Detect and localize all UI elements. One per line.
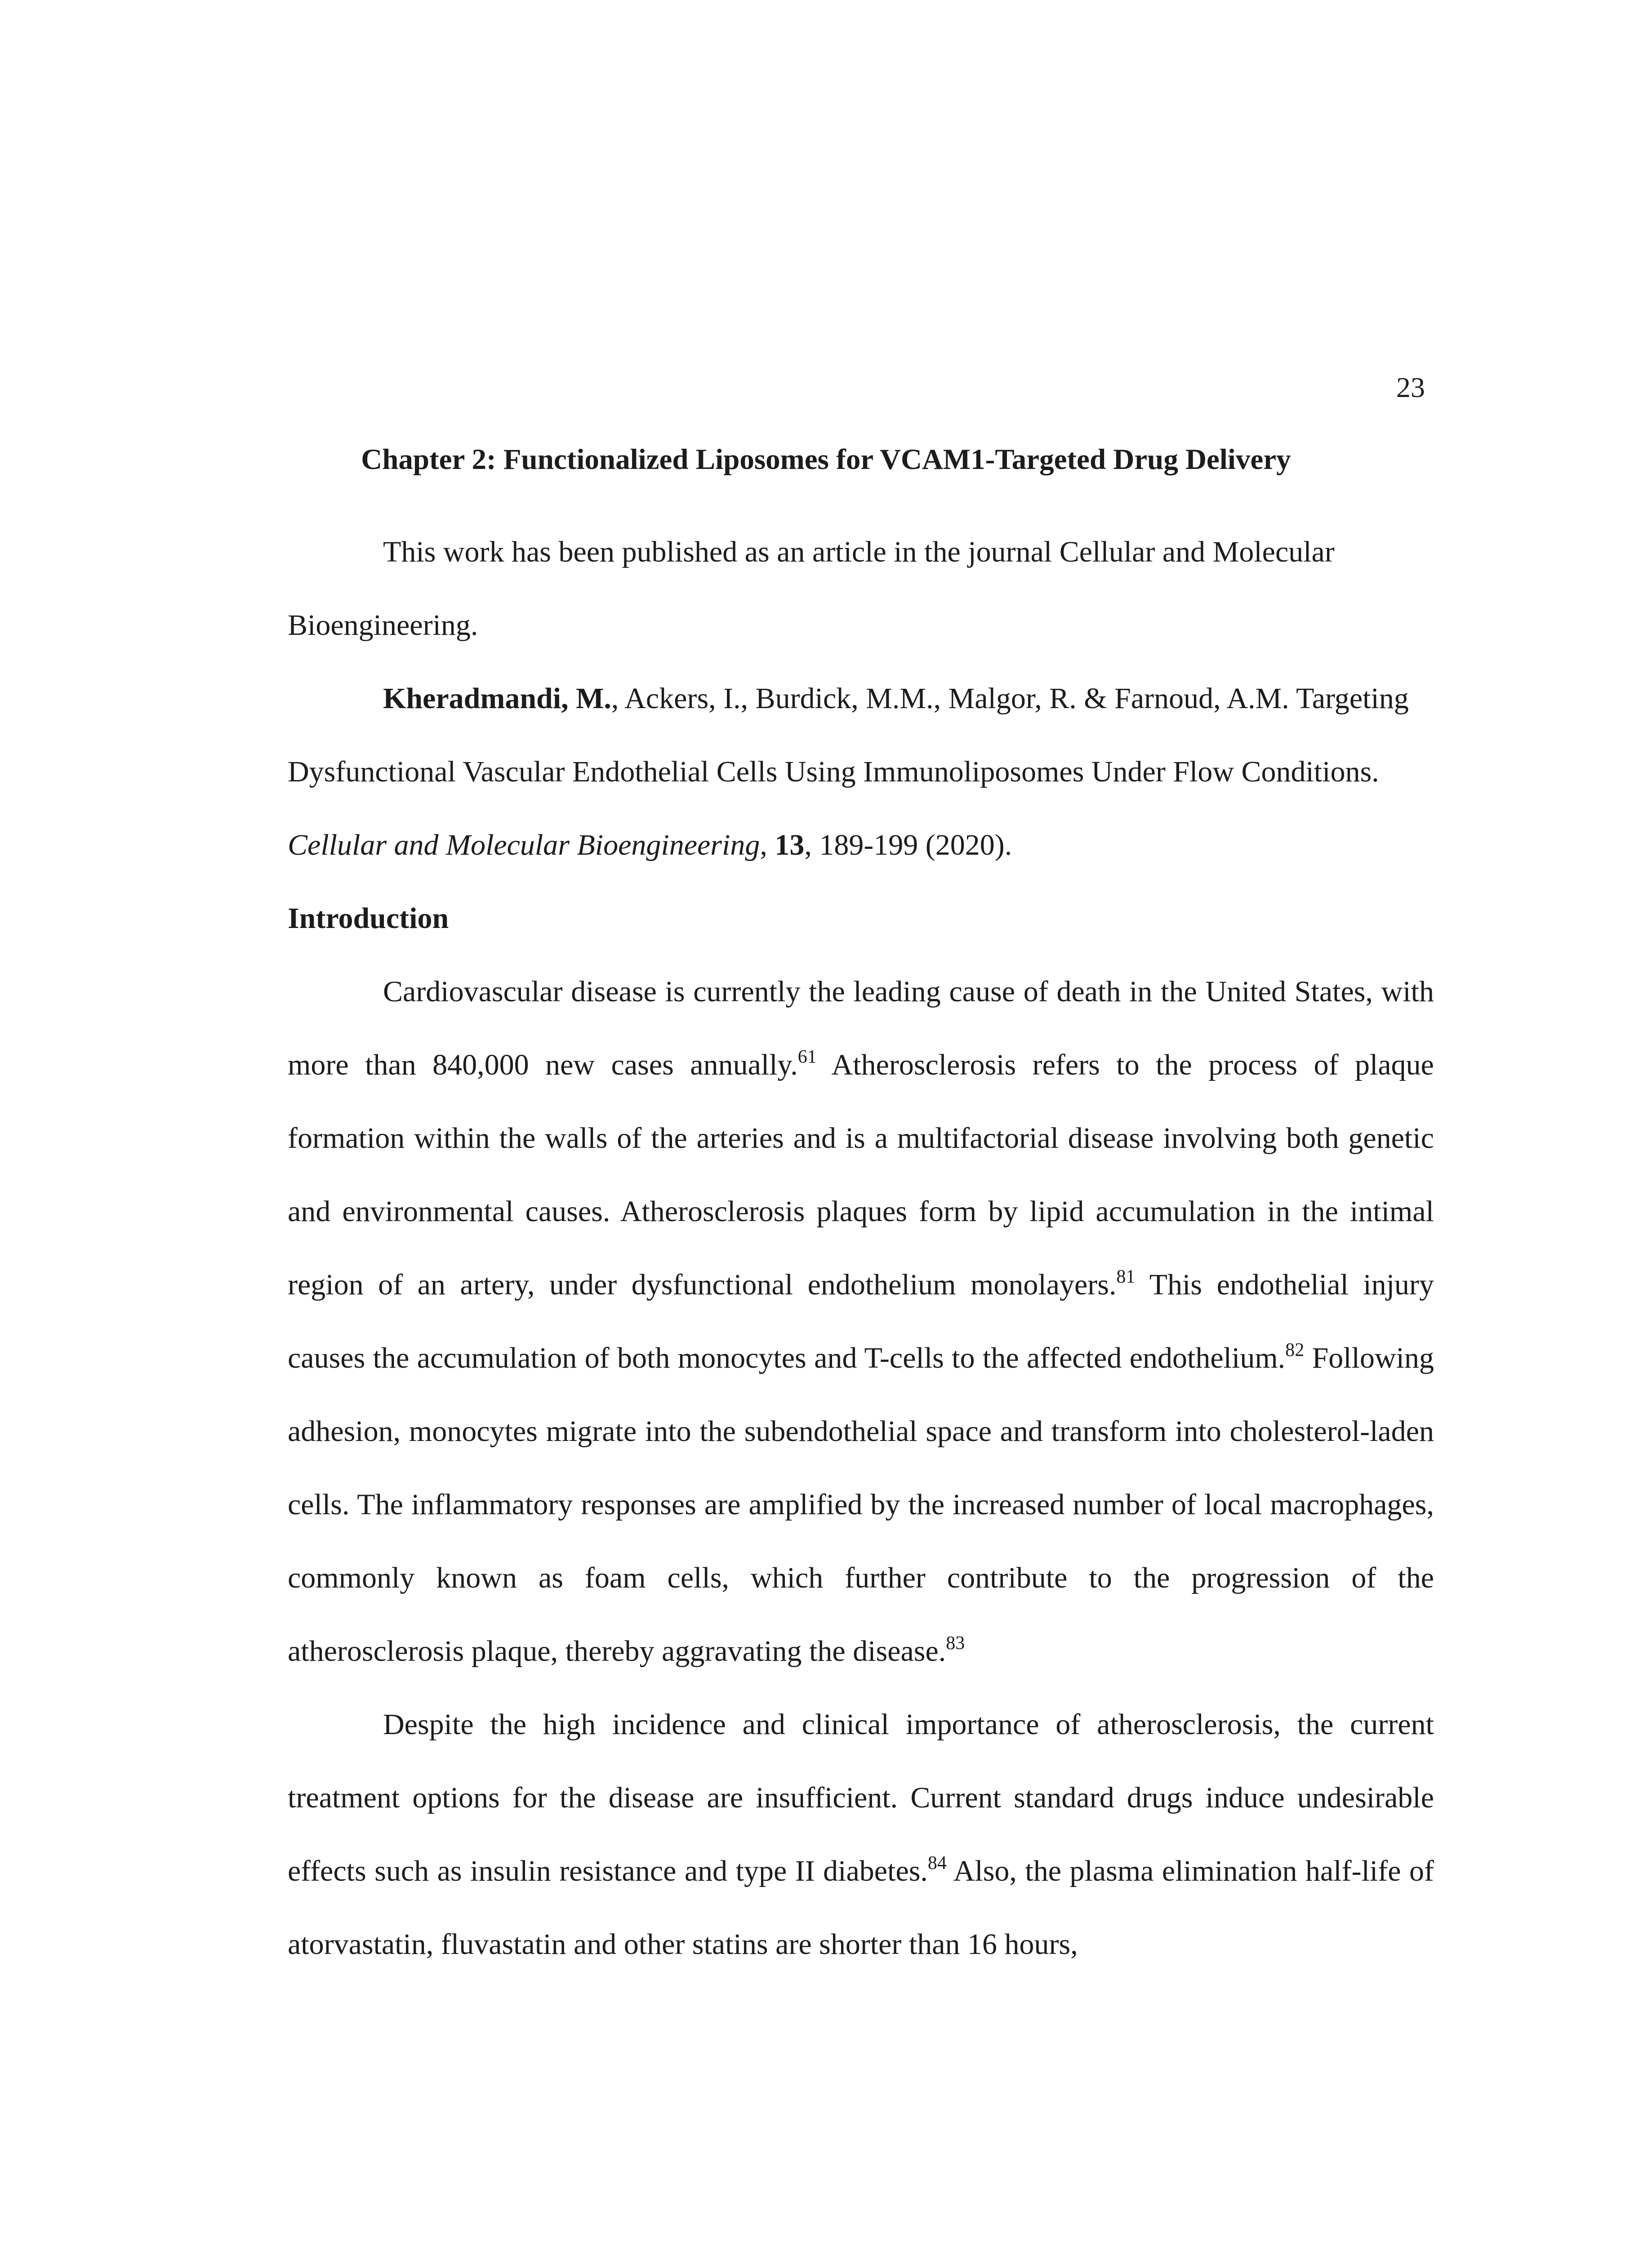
- citation-separator: ,: [760, 829, 775, 861]
- page-number: 23: [1396, 371, 1425, 403]
- paragraph-text: Following adhesion, monocytes migrate into the subendothelial space and transform into cholesterol-laden cells. The inflammatory responses are amplified by the increased number of local macrophages, commonly known as foam cells, which further contribute to the progression of the atherosclerosis plaque, thereby aggravating the disease.: [288, 1342, 1434, 1668]
- paragraph-text: Also, the plasma elimination half-life of atorvastatin, fluvastatin and other statins are shorter than 16 hours,: [288, 1855, 1434, 1961]
- citation-journal: Cellular and Molecular Bioengineering: [288, 829, 760, 861]
- paragraph-text: Cardiovascular disease is currently the leading cause of death in the United States, with more than 840,000 new cases annually.: [288, 975, 1434, 1081]
- reference-superscript: 84: [927, 1853, 947, 1873]
- citation-pages-year: , 189-199 (2020).: [804, 829, 1012, 861]
- reference-superscript: 81: [1116, 1267, 1135, 1287]
- citation-first-author: Kheradmandi, M.: [383, 682, 611, 715]
- paragraph-text: This endothelial injury causes the accumulation of both monocytes and T-cells to the affected endothelium.: [288, 1268, 1434, 1374]
- reference-superscript: 82: [1285, 1340, 1305, 1360]
- paragraph-text: Atherosclerosis refers to the process of plaque formation within the walls of the arteries and is a multifactorial disease involving both genetic and environmental causes. Atherosclerosis plaques form by lipid accumulation in the intimal region of an artery, under dysfunctional endothelium monolayers.: [288, 1048, 1434, 1301]
- introduction-paragraph-1: [288, 955, 1434, 1688]
- section-heading-introduction: Introduction: [288, 902, 449, 935]
- paragraph-text: Despite the high incidence and clinical importance of atherosclerosis, the current treatment options for the disease are insufficient. Current standard drugs induce undesirable effects such as insulin resistance and type II diabetes.: [288, 1708, 1434, 1887]
- reference-superscript: 83: [946, 1633, 965, 1654]
- publication-note: This work has been published as an article in the journal Cellular and Molecular Bioengineering.: [288, 535, 1335, 642]
- chapter-title: Chapter 2: Functionalized Liposomes for VCAM1-Targeted Drug Delivery: [361, 443, 1291, 476]
- introduction-paragraph-2: [288, 1688, 1434, 1981]
- citation-authors-title: , Ackers, I., Burdick, M.M., Malgor, R. & Farnoud, A.M. Targeting Dysfunctional Vascular Endothelial Cells Using Immunoliposomes Under Flow Conditions.: [288, 682, 1409, 788]
- citation: [288, 662, 1434, 882]
- page-body: [288, 515, 1434, 1981]
- reference-superscript: 61: [797, 1047, 817, 1067]
- citation-volume: 13: [775, 829, 805, 861]
